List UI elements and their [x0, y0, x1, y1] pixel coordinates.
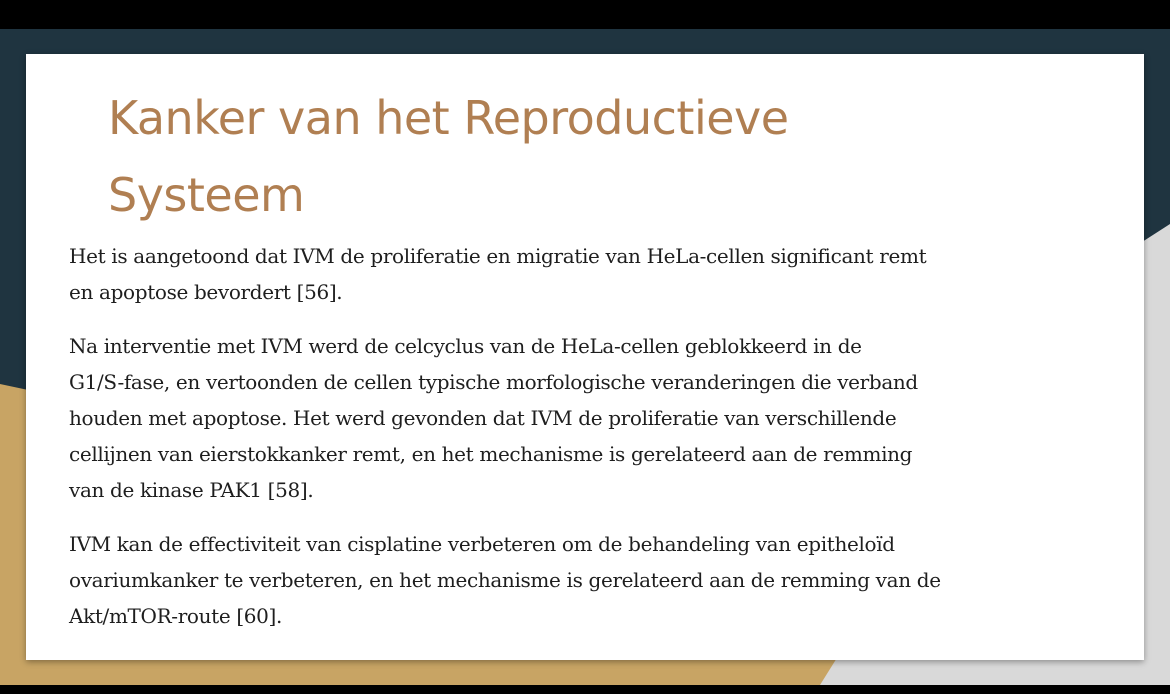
paragraph-cell-cycle — [69, 328, 1069, 508]
slide-title-line: Kanker van het Reproductieve — [108, 91, 789, 145]
slide-title — [108, 80, 1008, 234]
text-line: Akt/mTOR-route [60]. — [69, 604, 282, 628]
paragraph-cisplatin — [69, 526, 1069, 634]
text-line: houden met apoptose. Het werd gevonden dat IVM de proliferatie van verschillende — [69, 406, 897, 430]
paragraph-hela-cells — [69, 238, 1069, 310]
text-line: Het is aangetoond dat IVM de proliferatie en migratie van HeLa-cellen significant remt — [69, 244, 927, 268]
text-line: G1/S-fase, en vertoonden de cellen typische morfologische veranderingen die verband — [69, 370, 918, 394]
text-line: ovariumkanker te verbeteren, en het mechanisme is gerelateerd aan de remming van de — [69, 568, 941, 592]
slide-content-card — [26, 54, 1144, 660]
text-line: en apoptose bevordert [56]. — [69, 280, 343, 304]
slide-title-line: Systeem — [108, 168, 305, 222]
text-line: cellijnen van eierstokkanker remt, en het mechanisme is gerelateerd aan de remming — [69, 442, 913, 466]
letterbox-bar — [0, 685, 1170, 694]
text-line: IVM kan de effectiviteit van cisplatine verbeteren om de behandeling van epitheloïd — [69, 532, 895, 556]
slide-body — [69, 238, 1069, 652]
text-line: van de kinase PAK1 [58]. — [69, 478, 314, 502]
text-line: Na interventie met IVM werd de celcyclus van de HeLa-cellen geblokkeerd in de — [69, 334, 862, 358]
